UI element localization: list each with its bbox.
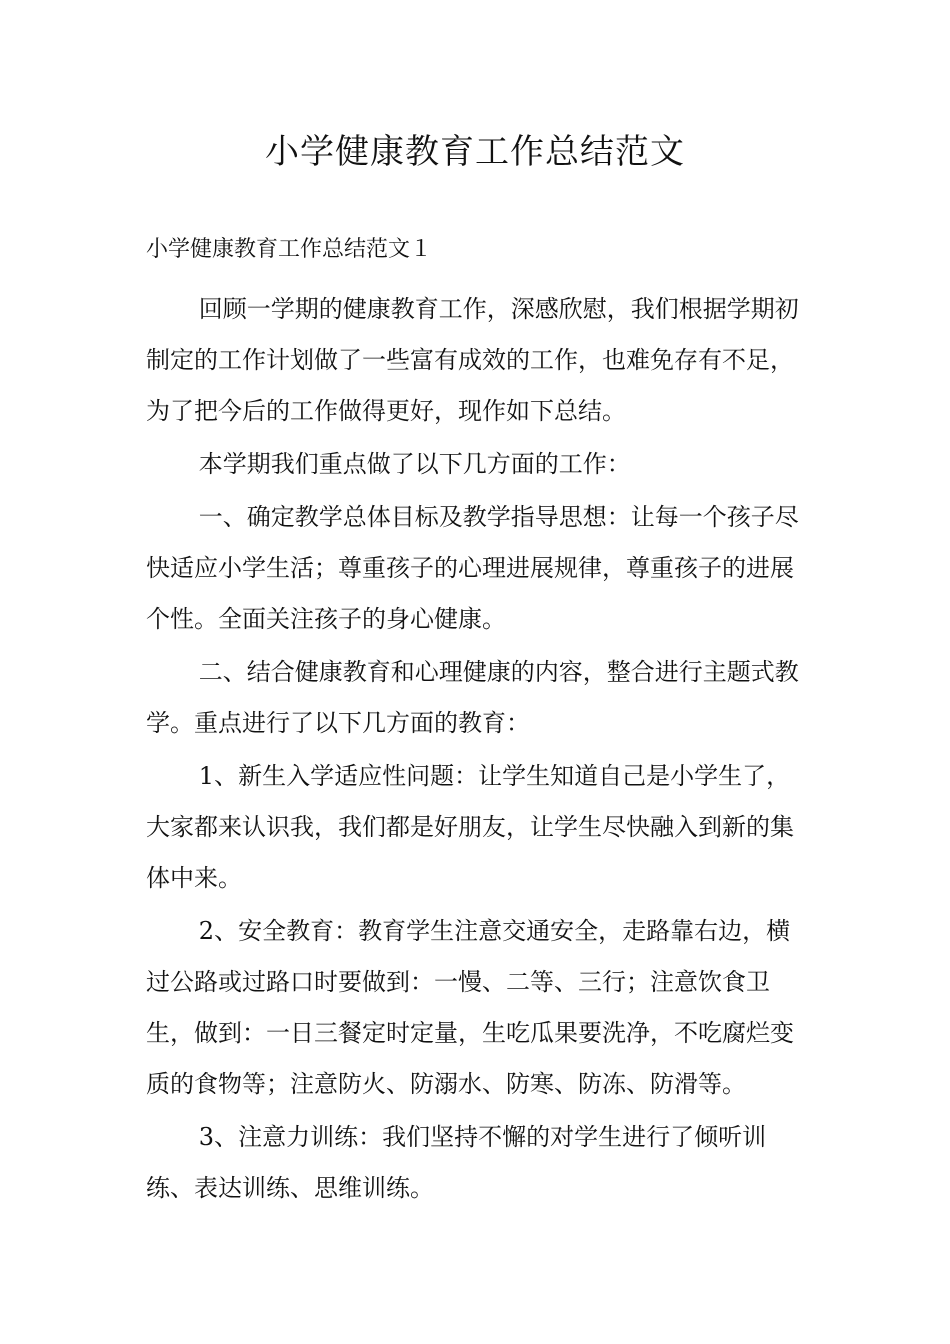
- paragraph-item-2: 2、安全教育：教育学生注意交通安全，走路靠右边，横过公路或过路口时要做到：一慢、二等、三行；注意饮食卫生，做到：一日三餐定时定量，生吃瓜果要洗净，不吃腐烂变质的食物等；注意防火、防溺水、防寒、防冻、防滑等。: [146, 917, 794, 1098]
- document-body: [146, 226, 808, 1214]
- paragraph-intro: 回顾一学期的健康教育工作，深感欣慰，我们根据学期初制定的工作计划做了一些富有成效的工作，也难免存有不足，为了把今后的工作做得更好，现作如下总结。: [146, 295, 799, 425]
- paragraph-item-1: 1、新生入学适应性问题：让学生知道自己是小学生了，大家都来认识我，我们都是好朋友，让学生尽快融入到新的集体中来。: [146, 762, 794, 892]
- paragraph-focus: 本学期我们重点做了以下几方面的工作：: [198, 450, 631, 478]
- paragraph-item-3: 3、注意力训练：我们坚持不懈的对学生进行了倾听训练、表达训练、思维训练。: [146, 1123, 767, 1202]
- paragraph-integration: 二、结合健康教育和心理健康的内容，整合进行主题式教学。重点进行了以下几方面的教育：: [146, 658, 799, 737]
- page-title: 小学健康教育工作总结范文: [265, 132, 685, 172]
- section-subtitle: 小学健康教育工作总结范文１: [146, 237, 433, 262]
- paragraph-goal: 一、确定教学总体目标及教学指导思想：让每一个孩子尽快适应小学生活；尊重孩子的心理进展规律，尊重孩子的进展个性。全面关注孩子的身心健康。: [146, 503, 799, 633]
